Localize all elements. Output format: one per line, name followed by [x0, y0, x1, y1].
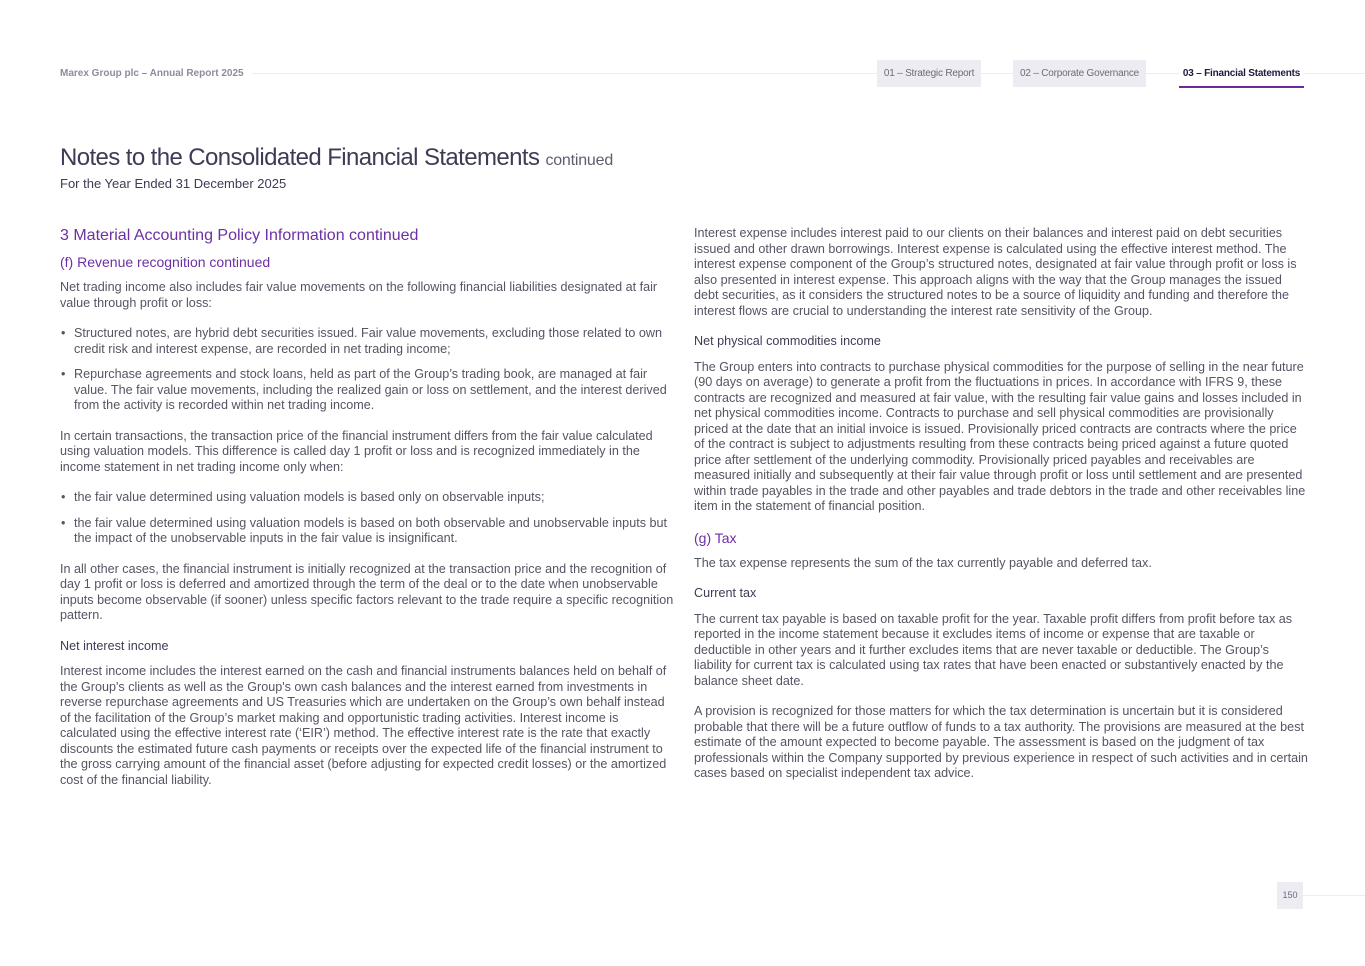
subsection-heading-title: (f) Revenue recognition: [60, 254, 206, 270]
net-physical-commodities-heading: Net physical commodities income: [694, 334, 881, 348]
tab-financial-statements[interactable]: 03 – Financial Statements: [1179, 60, 1304, 88]
tab-strategic-report[interactable]: 01 – Strategic Report: [877, 60, 981, 87]
page-number: 150: [1277, 882, 1303, 909]
net-interest-income-heading: Net interest income: [60, 638, 169, 653]
tax-heading: (g) Tax: [694, 529, 737, 546]
tab-corporate-governance[interactable]: 02 – Corporate Governance: [1013, 60, 1146, 87]
bullet-list: [60, 326, 674, 414]
paragraph: Interest expense includes interest paid to our clients on their balances and interest paid on debt securities issued and other drawn borrowings. Interest expense is calculated using the effective interest method. The interest expense component of the Group’s structured notes, designated at fair value through profit or loss is also presented in interest expense. This approach aligns with the way that the Group manages the issued debt securities, as it considers the structured notes to be a source of liquidity and funding and therefore the interest flows are crucial to understanding the interest rate sensitivity of the Group.: [694, 226, 1297, 318]
page-subtitle: For the Year Ended 31 December 2025: [60, 176, 287, 191]
subsection-heading: [60, 254, 674, 271]
left-column: [60, 226, 674, 803]
paragraph: The tax expense represents the sum of the tax currently payable and deferred tax.: [694, 555, 1152, 570]
paragraph: The Group enters into contracts to purchase physical commodities for the purpose of selling in the near future (90 days on average) to generate a profit from the fluctuations in prices. In accordance with IFRS 9, these contracts are recognized and measured at fair value, with the resulting fair value gains and losses included in net physical commodities income. Contracts to purchase and sell physical commodities are provisionally priced at the date that an initial invoice is issued. Provisionally priced contracts are contracts where the price of the contract is subject to adjustments resulting from these contracts being priced against a future quoted price after settlement of the underlying commodity. Provisionally priced payables and receivables are measured initially and subsequently at their fair value through profit or loss until settlement and are presented within trade payables in the trade and other payables and trade debtors in the trade and other receivables line item in the statement of financial position.: [694, 359, 1306, 513]
paragraph: Interest income includes the interest earned on the cash and financial instruments balances held on behalf of the Group's clients as well as the Group's own cash balances and the interest earned from investments in reverse repurchase agreements and US Treasuries which are undertaken on the Group’s own behalf instead of the facilitation of the Group’s market making and opportunistic trading activities. Interest income is calculated using the effective interest rate (‘EIR’) method. The effective interest rate is the rate that exactly discounts the estimated future cash payments or receipts over the expected life of the financial instrument to the gross carrying amount of the financial asset (before adjusting for expected credit losses) or the amortized cost of the financial liability.: [60, 664, 667, 787]
list-item: • the fair value determined using valuation models is based on both observable and unobservable inputs but the impact of the unobservable inputs in the fair value is insignificant.: [60, 516, 674, 547]
subsection-heading-continued: continued: [209, 254, 271, 270]
page-title: [60, 144, 613, 172]
paragraph: Net trading income also includes fair value movements on the following financial liabilities designated at fair value through profit or loss:: [60, 280, 658, 310]
bullet-list: [60, 490, 674, 547]
section-heading-title: 3 Material Accounting Policy Information: [60, 227, 345, 244]
paragraph: In all other cases, the financial instrument is initially recognized at the transaction price and the recognition of day 1 profit or loss is deferred and amortized through the term of the deal or to the date when unobservable inputs become observable (if sooner) unless specific factors relevant to the trade require a specific recognition pattern.: [60, 561, 674, 622]
report-title: Marex Group plc – Annual Report 2025: [60, 68, 250, 79]
page-title-continued: continued: [545, 152, 614, 169]
section-heading-continued: continued: [349, 227, 419, 244]
current-tax-heading: Current tax: [694, 586, 757, 600]
paragraph: In certain transactions, the transaction price of the financial instrument differs from the fair value calculated using valuation models. This difference is called day 1 profit or loss and is recognized immediately in the income statement in net trading income only when:: [60, 428, 653, 474]
list-item: • Structured notes, are hybrid debt securities issued. Fair value movements, excluding those related to own credit risk and interest expense, are recorded in net trading income;: [60, 326, 674, 357]
list-item: • the fair value determined using valuation models is based only on observable inputs;: [60, 490, 674, 506]
list-item: • Repurchase agreements and stock loans, held as part of the Group’s trading book, are managed at fair value. The fair value movements, including the realized gain or loss on settlement, and the interest derived from the activity is recorded within net trading income.: [60, 367, 674, 414]
page-title-main: Notes to the Consolidated Financial Statements: [60, 144, 540, 171]
section-heading: [60, 226, 674, 245]
paragraph: The current tax payable is based on taxable profit for the year. Taxable profit differs from profit before tax as reported in the income statement because it excludes items of income or expense that are taxable or deductible in other years and it further excludes items that are never taxable or deductible. The Group’s liability for current tax is calculated using tax rates that have been enacted or substantively enacted by the balance sheet date.: [694, 611, 1293, 688]
right-column: [694, 226, 1308, 797]
paragraph: A provision is recognized for those matters for which the tax determination is uncertain but it is considered probable that there will be a future outflow of funds to a tax authority. The provisions are measured at the best estimate of the amount expected to become payable. The assessment is based on the judgment of tax professionals within the Company supported by previous experience in respect of such activities and in certain cases based on specialist independent tax advice.: [694, 704, 1308, 780]
